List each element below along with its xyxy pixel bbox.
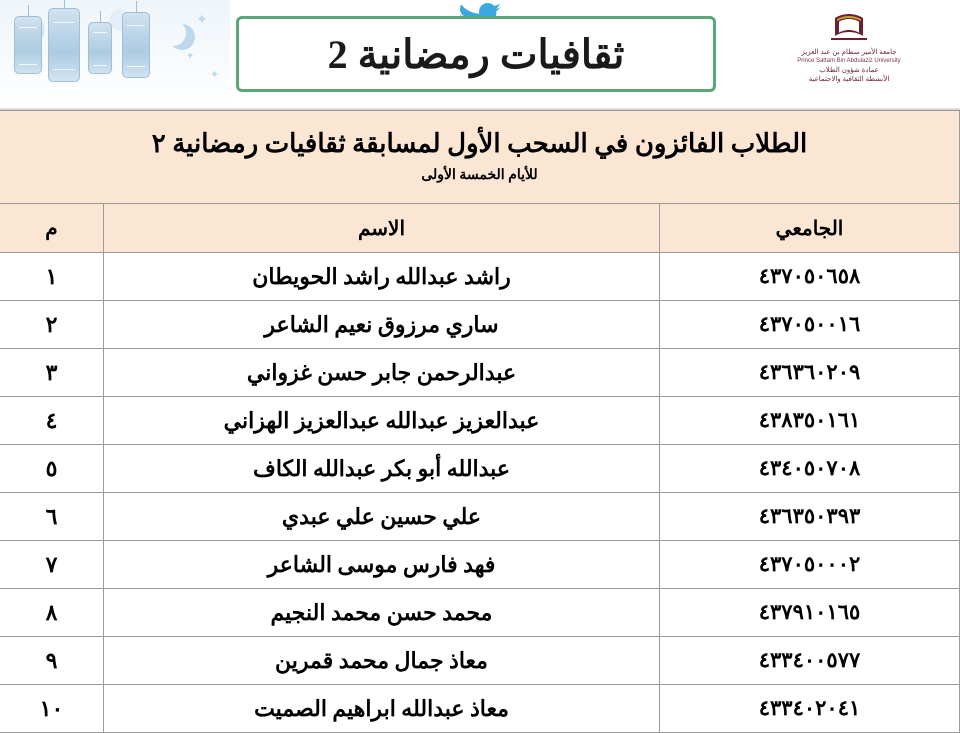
cell-number: ٤ (0, 397, 104, 445)
cell-university-id: ٤٣٧٩١٠١٦٥ (660, 589, 960, 637)
column-header-university-id: الجامعي (660, 204, 960, 253)
page-title: ثقافيات رمضانية 2 (327, 31, 625, 77)
caption-main-text: الطلاب الفائزون في السحب الأول لمسابقة ثقافيات رمضانية ٢ (151, 129, 808, 159)
cell-university-id: ٤٣٣٤٠٠٥٧٧ (660, 637, 960, 685)
cell-university-id: ٤٣٦٣٥٠٣٩٣ (660, 493, 960, 541)
cell-number: ٧ (0, 541, 104, 589)
logo-line-ar-3: الأنشطة الثقافية والاجتماعية (808, 75, 890, 83)
star-icon: ✦ (196, 13, 208, 28)
table-body (0, 253, 960, 733)
cell-name: معاذ عبدالله ابراهيم الصميت (104, 685, 660, 733)
cell-university-id: ٤٣٧٠٥٠٠٠٢ (660, 541, 960, 589)
table-row (0, 541, 960, 589)
column-header-number: م (0, 204, 104, 253)
crescent-moon-icon (160, 20, 186, 46)
event-title-plate (236, 16, 716, 92)
table-caption-row (0, 111, 960, 204)
table-row (0, 301, 960, 349)
cell-name: محمد حسن محمد النجيم (104, 589, 660, 637)
cell-university-id: ٤٣٧٠٥٠٠١٦ (660, 301, 960, 349)
cell-university-id: ٤٣٤٠٥٠٧٠٨ (660, 445, 960, 493)
lantern-icon (14, 16, 42, 74)
university-crest-icon (813, 10, 885, 46)
cell-name: عبدالله أبو بكر عبدالله الكاف (104, 445, 660, 493)
lantern-icon (88, 22, 112, 74)
lantern-icon (48, 8, 80, 82)
table-row (0, 589, 960, 637)
logo-line-ar-1: جامعة الأمير سطام بن عبد العزيز (801, 49, 897, 56)
logo-line-en: Prince Sattam Bin Abdulaziz University (797, 58, 901, 65)
caption-sub-text: للأيام الخمسة الأولى (421, 167, 538, 183)
table-row (0, 445, 960, 493)
logo-line-ar-2: عمادة شؤون الطلاب (819, 66, 879, 74)
winners-sheet (0, 109, 960, 721)
table-row (0, 349, 960, 397)
cell-university-id: ٤٣٨٣٥٠١٦١ (660, 397, 960, 445)
cell-name: فهد فارس موسى الشاعر (104, 541, 660, 589)
cell-name: معاذ جمال محمد قمرين (104, 637, 660, 685)
cell-number: ٢ (0, 301, 104, 349)
cell-number: ١٠ (0, 685, 104, 733)
table-row (0, 397, 960, 445)
cell-name: علي حسين علي عبدي (104, 493, 660, 541)
cell-university-id: ٤٣٦٣٦٠٢٠٩ (660, 349, 960, 397)
cell-number: ٦ (0, 493, 104, 541)
star-icon: ✦ (210, 69, 220, 81)
table-header-row (0, 204, 960, 253)
table-row (0, 637, 960, 685)
header-banner (0, 0, 960, 109)
cell-name: ساري مرزوق نعيم الشاعر (104, 301, 660, 349)
cell-number: ١ (0, 253, 104, 301)
lantern-icon (122, 12, 150, 78)
cell-name: عبدالعزيز عبدالله عبدالعزيز الهزاني (104, 397, 660, 445)
winners-table (0, 110, 960, 733)
table-row (0, 493, 960, 541)
cell-number: ٨ (0, 589, 104, 637)
cell-university-id: ٤٣٣٤٠٢٠٤١ (660, 685, 960, 733)
table-row (0, 253, 960, 301)
table-caption (0, 111, 960, 204)
table-row (0, 685, 960, 733)
cell-name: عبدالرحمن جابر حسن غزواني (104, 349, 660, 397)
cell-number: ٥ (0, 445, 104, 493)
cell-name: راشد عبدالله راشد الحويطان (104, 253, 660, 301)
ramadan-decoration (0, 0, 230, 108)
cell-number: ٩ (0, 637, 104, 685)
university-logo (754, 10, 944, 94)
column-header-name: الاسم (104, 204, 660, 253)
cell-university-id: ٤٣٧٠٥٠٦٥٨ (660, 253, 960, 301)
cell-number: ٣ (0, 349, 104, 397)
star-icon: ✦ (186, 51, 195, 62)
